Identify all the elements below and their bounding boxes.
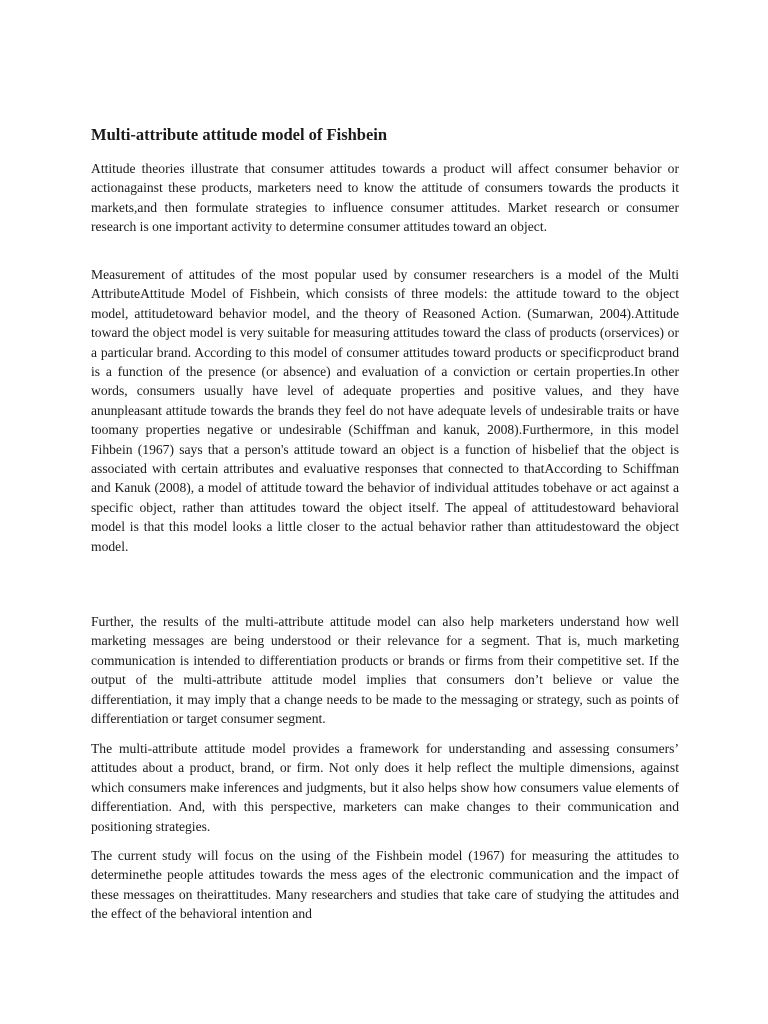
document-title: Multi-attribute attitude model of Fishbein	[91, 125, 388, 144]
paragraph-measurement: Measurement of attitudes of the most popular used by consumer researchers is a model of the Multi AttributeAttitude Model of Fishbein, which consists of three models: the attitude toward to the object model, attitudetoward behavior model, and the theory of Reasoned Action. (Sumarwan, 2004).Attitude toward the object model is very suitable for measuring attitudes toward the class of products (orservices) or a particular brand. According to this model of consumer attitudes toward products or specificproduct brand is a function of the presence (or absence) and evaluation of a conviction or certain properties.In other words, consumers usually have level of adequate properties and positive values, and they have anunpleasant attitude towards the brands they feel do not have adequate levels of undesirable traits or have toomany properties negative or undesirable (Schiffman and kanuk, 2008).Furthermore, in this model Fihbein (1967) says that a person's attitude toward an object is a function of hisbelief that the object is associated with certain attributes and evaluative responses that connected to thatAccording to Schiffman and Kanuk (2008), a model of attitude toward the behavior of individual attitudes tobehave or act against a specific object, rather than attitudes toward the object itself. The appeal of attitudestoward behavioral model is that this model looks a little closer to the actual behavior rather than attitudestoward the object model.	[91, 267, 679, 554]
paragraph-intro: Attitude theories illustrate that consumer attitudes towards a product will affect consumer behavior or actionagainst these products, marketers need to know the attitude of consumers towards the products it markets,and then formulate strategies to influence consumer attitudes. Market research or consumer research is one important activity to determine consumer attitudes toward an object.	[91, 161, 679, 235]
paragraph-current-study: The current study will focus on the using of the Fishbein model (1967) for measuring the attitudes to determinethe people attitudes towards the mess ages of the electronic communication and the impact of these messages on theirattitudes. Many researchers and studies that take care of studying the attitudes and the effect of the behavioral intention and	[91, 848, 679, 922]
paragraph-framework: The multi-attribute attitude model provides a framework for understanding and assessing consumers’ attitudes about a product, brand, or firm. Not only does it help reflect the multiple dimensions, against which consumers make inferences and judgments, but it also helps show how consumers value elements of differentiation. And, with this perspective, marketers can make changes to their communication and positioning strategies.	[91, 741, 679, 834]
paragraph-marketing-messages: Further, the results of the multi-attribute attitude model can also help marketers understand how well marketing messages are being understood or their relevance for a segment. That is, much marketing communication is intended to differentiation products or brands or firms from their competitive set. If the output of the multi-attribute attitude model implies that consumers don’t believe or value the differentiation, it may imply that a change needs to be made to the messaging or strategy, such as points of differentiation or target consumer segment.	[91, 614, 679, 727]
